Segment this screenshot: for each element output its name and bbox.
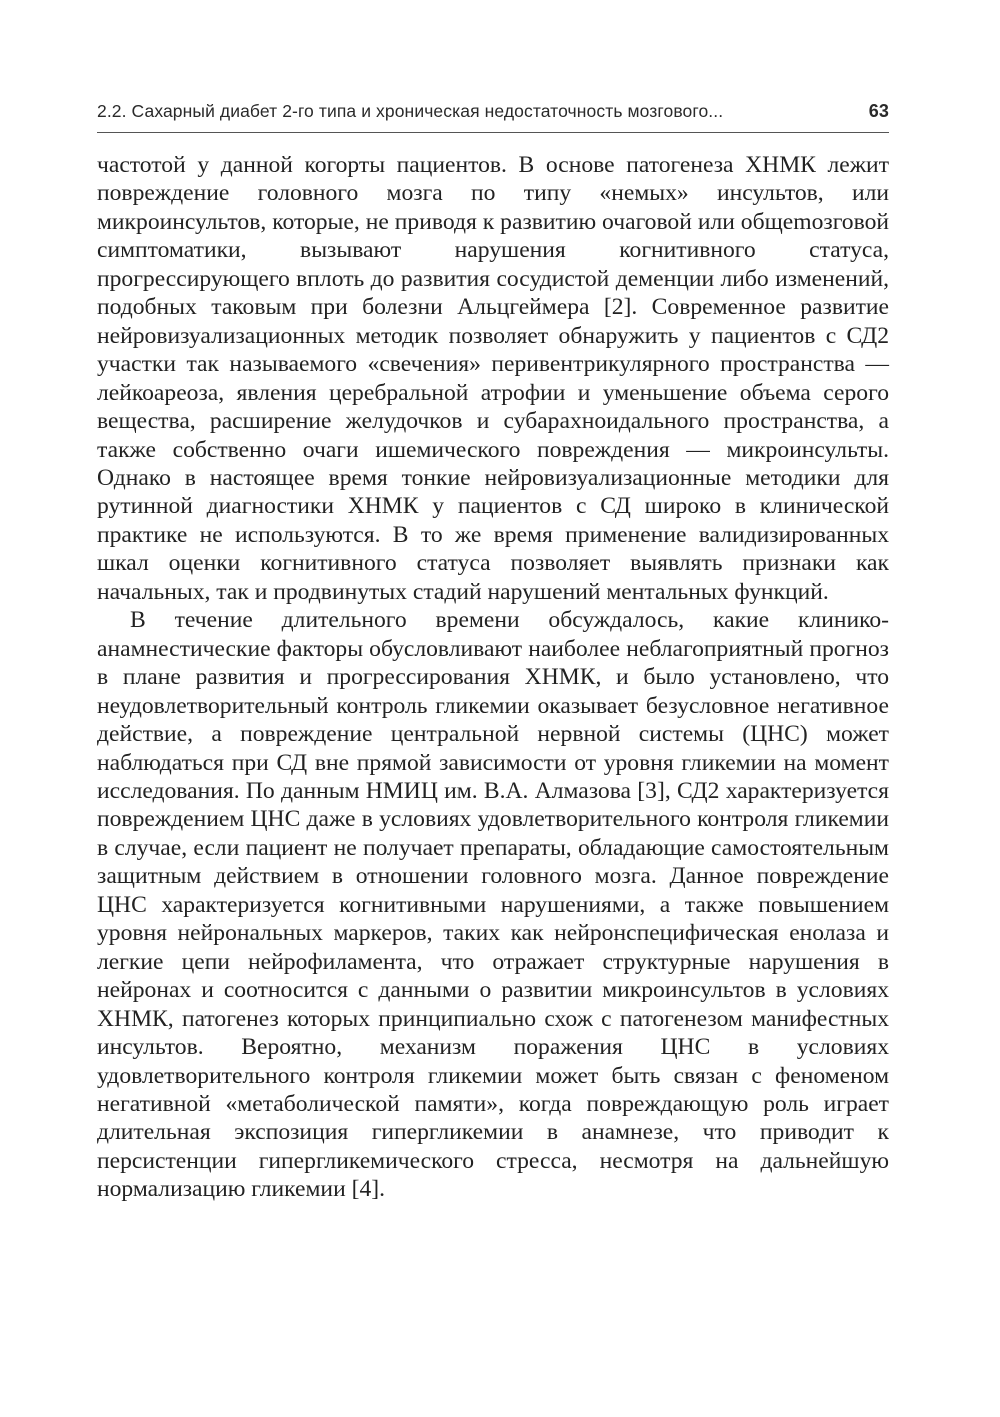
paragraph-continuation: частотой у данной когорты пациентов. В основе патогенеза ХНМК лежит повреждение головного мозга по типу «немых» инсультов, или микроинсультов, которые, не приводя к развитию очаговой или общеmозговой симптоматики, вызывают нарушения когнитивного статуса, прогрессирующего вплоть до развития сосудистой деменции либо изменений, подобных таковым при болезни Альцгеймера [2]. Современное развитие нейровизуализационных методик позволяет обнаружить у пациентов с СД2 участки так называемого «свечения» перивентрикулярного пространства — лейкоареоза, явления церебральной атрофии и уменьшение объема серого вещества, расширение желудочков и субарахноидального пространства, а также собственно очаги ишемического повреждения — микроинсульты. Однако в настоящее время тонкие нейровизуализационные методики для рутинной диагностики ХНМК у пациентов с СД широко в клинической практике не используются. В то же время применение валидизированных шкал оценки когнитивного статуса позволяет выявлять признаки как начальных, так и продвинутых стадий нарушений ментальных функций.: [97, 152, 889, 605]
running-header: [97, 101, 889, 131]
running-title: 2.2. Сахарный диабет 2-го типа и хроническая недостаточность мозгового...: [97, 101, 724, 121]
page-number: 63: [868, 101, 889, 121]
body-text: [97, 151, 889, 1204]
header-divider: [97, 132, 889, 133]
paragraph-risk-factors: В течение длительного времени обсуждалось, какие клинико-анамнестические факторы обусловливают наиболее неблагоприятный прогноз в плане развития и прогрессирования ХНМК, и было установлено, что неудовлетворительный контроль гликемии оказывает безусловное негативное действие, а повреждение центральной нервной системы (ЦНС) может наблюдаться при СД вне прямой зависимости от уровня гликемии на момент исследования. По данным НМИЦ им. В.А. Алмазова [3], СД2 характеризуется повреждением ЦНС даже в условиях удовлетворительного контроля гликемии в случае, если пациент не получает препараты, обладающие самостоятельным защитным действием в отношении головного мозга. Данное повреждение ЦНС характеризуется когнитивными нарушениями, а также повышением уровня нейрональных маркеров, таких как нейронспецифическая енолаза и легкие цепи нейрофиламента, что отражает структурные нарушения в нейронах и соотносится с данными о развитии микроинсультов в условиях ХНМК, патогенез которых принципиально схож с патогенезом манифестных инсультов. Вероятно, механизм поражения ЦНС в условиях удовлетворительного контроля гликемии может быть связан с феноменом негативной «метаболической памяти», когда повреждающую роль играет длительная экспозиция гипергликемии в анамнезе, что приводит к персистенции гипергликемического стресса, несмотря на дальнейшую нормализацию гликемии [4].: [97, 607, 889, 1203]
